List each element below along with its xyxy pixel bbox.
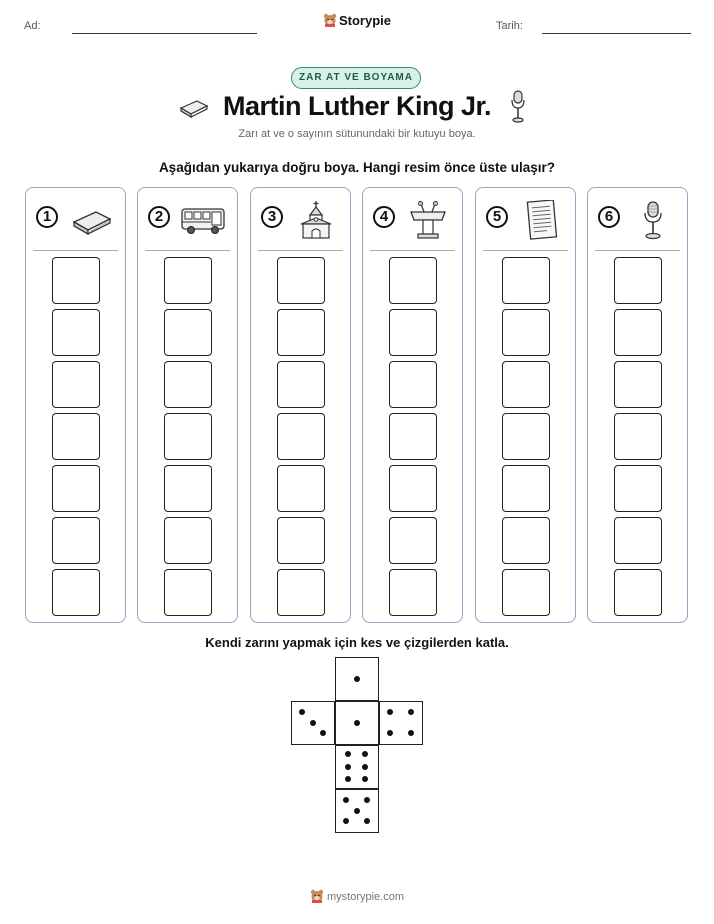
dice-pip [364,797,370,803]
date-label: Tarih: [496,20,523,32]
book-icon [68,200,114,240]
color-box[interactable] [277,517,325,564]
color-box[interactable] [614,309,662,356]
footer [0,889,714,903]
column-3 [250,187,351,623]
dice-pip [343,818,349,824]
color-box[interactable] [277,569,325,616]
dice-pip [320,730,326,736]
activity-badge: ZAR AT VE BOYAMA [291,67,421,89]
dice-pip [354,720,360,726]
page-title: Martin Luther King Jr. [222,91,492,121]
dice-pip [345,751,351,757]
color-box[interactable] [277,257,325,304]
color-box[interactable] [614,465,662,512]
color-box[interactable] [614,413,662,460]
dice-face-4 [379,701,423,745]
color-box[interactable] [389,465,437,512]
column-number: 2 [148,206,170,228]
column-divider [33,250,118,251]
color-box[interactable] [614,257,662,304]
color-box[interactable] [52,361,100,408]
color-box[interactable] [277,361,325,408]
color-box[interactable] [277,465,325,512]
color-box[interactable] [164,413,212,460]
microphone-icon [509,90,527,124]
color-box[interactable] [277,413,325,460]
color-box[interactable] [52,517,100,564]
podium-icon [405,200,451,240]
dice-face-1 [335,701,379,745]
color-box[interactable] [277,309,325,356]
color-box[interactable] [389,413,437,460]
color-box[interactable] [502,309,550,356]
dice-pip [310,720,316,726]
column-5 [475,187,576,623]
dice-face-3 [291,701,335,745]
dice-instruction: Kendi zarını yapmak için kes ve çizgilerden katla. [205,635,509,650]
dice-pip [362,751,368,757]
column-2 [137,187,238,623]
dice-pip [345,764,351,770]
color-box[interactable] [502,517,550,564]
color-box[interactable] [164,569,212,616]
column-divider [595,250,680,251]
dice-pip [299,709,305,715]
bear-icon [323,13,337,27]
color-box[interactable] [389,517,437,564]
column-6 [587,187,688,623]
column-divider [258,250,343,251]
dice-pip [362,776,368,782]
footer-url: mystorypie.com [326,891,405,903]
color-box[interactable] [389,257,437,304]
color-box[interactable] [52,309,100,356]
dice-pip [354,676,360,682]
document-icon [518,200,564,240]
date-line[interactable] [542,33,691,34]
dice-face-5 [335,789,379,833]
color-box[interactable] [389,569,437,616]
color-box[interactable] [52,413,100,460]
color-box[interactable] [52,465,100,512]
color-box[interactable] [502,465,550,512]
column-divider [370,250,455,251]
bus-icon [180,200,226,240]
brand-logo [0,13,714,28]
color-box[interactable] [52,569,100,616]
color-box[interactable] [502,361,550,408]
dice-pip [362,764,368,770]
column-1 [25,187,126,623]
dice-pip [408,709,414,715]
color-box[interactable] [164,257,212,304]
column-number: 3 [261,206,283,228]
name-line[interactable] [72,33,257,34]
color-box[interactable] [164,517,212,564]
column-number: 6 [598,206,620,228]
bear-icon [310,889,324,903]
color-box[interactable] [502,257,550,304]
dice-face-6 [335,745,379,789]
color-box[interactable] [389,309,437,356]
dice-pip [345,776,351,782]
column-divider [483,250,568,251]
dice-pip [364,818,370,824]
column-divider [145,250,230,251]
dice-pip [354,808,360,814]
column-number: 1 [36,206,58,228]
dice-pip [408,730,414,736]
name-label: Ad: [24,20,41,32]
color-box[interactable] [164,361,212,408]
microphone-icon [630,200,676,240]
brand-name: Storypie [338,13,391,28]
subtitle: Zarı at ve o sayının sütunundaki bir kutuyu boya. [238,128,476,140]
dice-pip [387,730,393,736]
color-box[interactable] [614,517,662,564]
dice-pip [343,797,349,803]
color-box[interactable] [164,465,212,512]
color-box[interactable] [52,257,100,304]
column-4 [362,187,463,623]
color-box[interactable] [389,361,437,408]
color-box[interactable] [614,361,662,408]
color-box[interactable] [502,413,550,460]
column-number: 4 [373,206,395,228]
dice-face-1 [335,657,379,701]
column-number: 5 [486,206,508,228]
instruction-text: Aşağıdan yukarıya doğru boya. Hangi resim önce üste ulaşır? [158,160,556,175]
dice-pip [387,709,393,715]
color-box[interactable] [164,309,212,356]
church-icon [293,200,339,240]
color-box[interactable] [614,569,662,616]
color-box[interactable] [502,569,550,616]
